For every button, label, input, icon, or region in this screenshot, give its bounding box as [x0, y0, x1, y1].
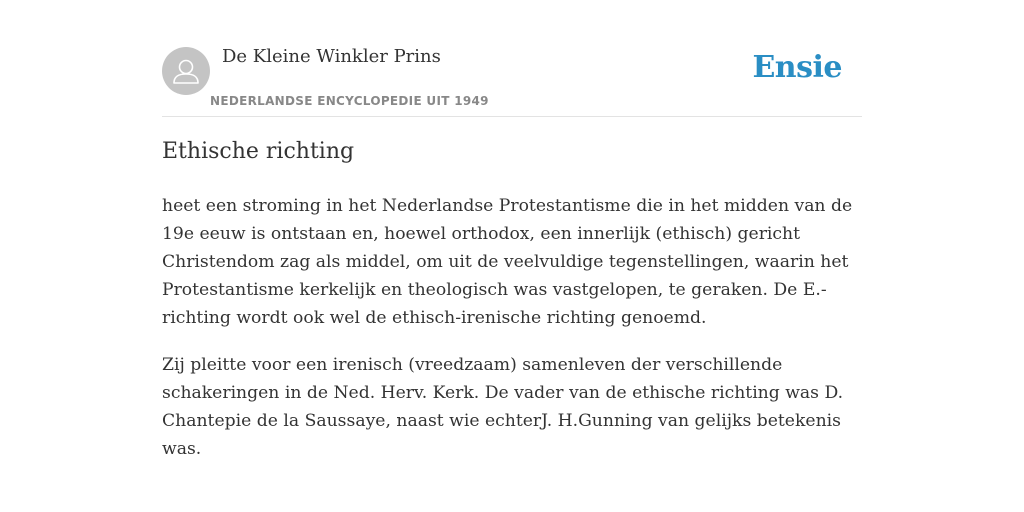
article-title: Ethische richting	[162, 139, 355, 164]
ensie-logo[interactable]: Ensie	[752, 50, 842, 85]
avatar[interactable]	[162, 47, 210, 95]
article-paragraph: heet een stroming in het Nederlandse Protestantisme die in het midden van de 19e eeuw is ontstaan en, hoewel orthodox, een innerlijk (ethisch) gericht Christendom zag als middel, om uit de veelvuldige tegenstellingen, waarin het Protestantisme kerkelijk en theologisch was vastgelopen, te geraken. De E.-richting wordt ook wel de ethisch-irenische richting genoemd.	[162, 196, 853, 328]
article-paragraph: Zij pleitte voor een irenisch (vreedzaam) samenleven der verschillende schakeringen in de Ned. Herv. Kerk. De vader van de ethische richting was D. Chantepie de la Saussaye, naast wie echterJ. H.Gunning van gelijks betekenis was.	[162, 355, 844, 459]
author-name[interactable]: De Kleine Winkler Prins	[222, 46, 441, 67]
article-body	[162, 192, 868, 482]
header	[162, 0, 862, 117]
encyclopedia-subtitle: NEDERLANDSE ENCYCLOPEDIE UIT 1949	[210, 94, 489, 108]
user-icon	[162, 47, 210, 95]
page-container	[162, 0, 862, 459]
